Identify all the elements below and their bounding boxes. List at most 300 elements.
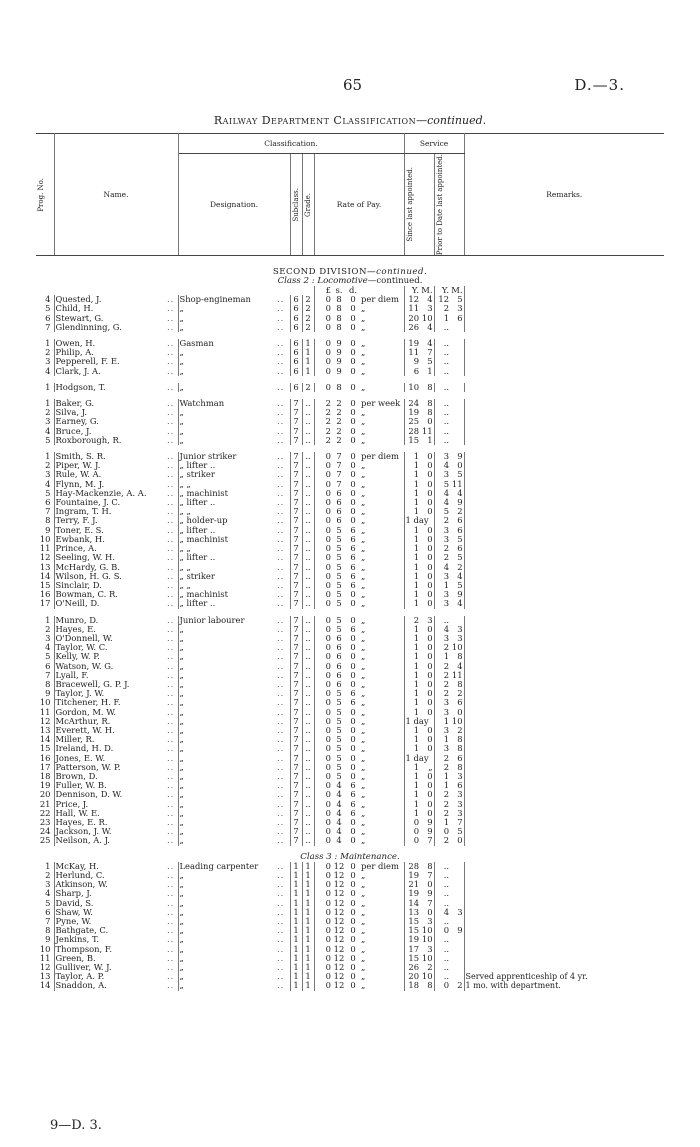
grade-cell: .. [302, 563, 314, 572]
rate-pence-cell: 0 [350, 365, 356, 376]
prior-years-cell: 3 [443, 451, 450, 462]
remarks-cell [464, 917, 664, 926]
since-years-cell: 1 [413, 469, 420, 480]
since-months-cell: 0 [420, 735, 434, 744]
rate-shillings-cell: 2 [336, 398, 342, 409]
rate-period-cell: „ [360, 735, 404, 744]
rate-period-cell: „ [360, 304, 404, 313]
name-leader-dots: .. [166, 790, 178, 799]
grade-cell: .. [302, 763, 314, 772]
prior-years-cell: .. [443, 943, 450, 954]
since-years-cell: 17 [408, 943, 420, 954]
prior-months-cell: 2 [450, 563, 464, 572]
name-leader-dots: .. [166, 599, 178, 608]
rate-pence-cell: 0 [350, 816, 356, 827]
designation-cell: Gasman [179, 338, 214, 349]
prog-no-cell: 3 [36, 634, 54, 643]
name-leader-dots: .. [166, 304, 178, 313]
grade-cell: 1 [302, 889, 314, 898]
rate-shillings-cell: 5 [336, 552, 342, 563]
grade-cell: 1 [302, 339, 314, 348]
remarks-cell [464, 417, 664, 426]
prog-no-cell: 4 [36, 889, 54, 898]
name-leader-dots: .. [166, 899, 178, 908]
rate-pounds-cell: 0 [325, 916, 331, 927]
rate-period-cell: „ [360, 480, 404, 489]
grade-cell: .. [302, 427, 314, 436]
rate-pence-cell: 0 [350, 826, 356, 837]
prior-years-cell: .. [443, 916, 450, 927]
since-months-cell: 0 [420, 880, 434, 889]
rate-pence-cell: 0 [350, 743, 356, 754]
prior-months-cell: 6 [450, 314, 464, 323]
prior-years-cell: .. [443, 365, 450, 376]
rate-pence-cell: 6 [350, 570, 356, 581]
designation-leader-dots: .. [276, 790, 290, 799]
rate-pence-cell: 0 [350, 425, 356, 436]
prog-no-cell: 17 [36, 763, 54, 772]
prior-months-cell: 3 [450, 800, 464, 809]
designation-leader-dots: .. [276, 314, 290, 323]
prog-no-cell: 10 [36, 945, 54, 954]
subclass-cell: 7 [290, 800, 302, 809]
since-years-cell: 1 [413, 807, 420, 818]
table-row [36, 383, 664, 392]
name-cell: McKay, H. [55, 860, 99, 871]
designation-leader-dots: .. [276, 671, 290, 680]
table-row [36, 436, 664, 445]
prior-months-cell: 2 [450, 981, 464, 990]
grade-cell: 1 [302, 954, 314, 963]
remarks-cell [464, 436, 664, 445]
designation-leader-dots: .. [276, 945, 290, 954]
remarks-cell [464, 935, 664, 944]
designation-cell: „ machinist [179, 487, 228, 498]
rate-pence-cell: 6 [350, 524, 356, 535]
designation-leader-dots: .. [276, 809, 290, 818]
since-months-cell: 0 [420, 581, 434, 590]
name-leader-dots: .. [166, 383, 178, 392]
prog-no-cell: 17 [36, 599, 54, 608]
rate-period-cell: „ [360, 643, 404, 652]
rate-pounds-cell: 0 [325, 816, 331, 827]
title-main: Railway Department Classification [213, 114, 417, 127]
prog-no-cell: 8 [36, 516, 54, 525]
rate-pounds-cell: 0 [325, 860, 331, 871]
grade-cell: .. [302, 652, 314, 661]
subclass-cell: 7 [290, 717, 302, 726]
prior-years-cell: 1 [443, 651, 450, 662]
prior-years-cell: 2 [443, 642, 450, 653]
name-leader-dots: .. [166, 708, 178, 717]
subclass-cell: 1 [290, 945, 302, 954]
prior-years-cell: .. [443, 398, 450, 409]
rate-pence-cell: 6 [350, 780, 356, 791]
rate-pence-cell: 0 [350, 962, 356, 973]
designation-leader-dots: .. [276, 781, 290, 790]
designation-cell: „ [179, 925, 184, 936]
prior-years-cell: 2 [443, 688, 450, 699]
name-leader-dots: .. [166, 357, 178, 366]
subclass-cell: 7 [290, 436, 302, 445]
prog-no-cell: 7 [36, 507, 54, 516]
rate-pence-cell: 0 [350, 934, 356, 945]
name-leader-dots: .. [166, 689, 178, 698]
prior-months-cell: 9 [450, 926, 464, 935]
prior-years-cell: 3 [443, 570, 450, 581]
name-leader-dots: .. [166, 717, 178, 726]
grade-cell: 1 [302, 926, 314, 935]
prior-years-cell: 2 [443, 669, 450, 680]
prog-no-cell: 4 [36, 367, 54, 376]
since-years-cell: 1 [413, 543, 420, 554]
rate-pounds-cell: 0 [325, 669, 331, 680]
rate-shillings-cell: 8 [336, 321, 342, 332]
rate-pounds-cell: 0 [325, 734, 331, 745]
subclass-cell: 7 [290, 744, 302, 753]
name-leader-dots: .. [166, 498, 178, 507]
prior-years-cell: 2 [443, 543, 450, 554]
prior-years-cell: 3 [443, 469, 450, 480]
subclass-cell: 7 [290, 698, 302, 707]
name-cell: Terry, F. J. [55, 515, 98, 526]
name-leader-dots: .. [166, 452, 178, 461]
prior-years-cell: 3 [443, 589, 450, 600]
rate-shillings-cell: 4 [336, 835, 342, 846]
prior-years-cell: .. [443, 347, 450, 358]
since-months-cell: 0 [420, 680, 434, 689]
designation-leader-dots: .. [276, 436, 290, 445]
grade-cell: .. [302, 399, 314, 408]
grade-cell: 2 [302, 295, 314, 304]
rate-shillings-cell: 6 [336, 651, 342, 662]
rate-period-cell: „ [360, 357, 404, 366]
designation-cell: „ [179, 870, 184, 880]
rate-pence-cell: 0 [350, 897, 356, 908]
since-years-cell: 1 [413, 789, 420, 800]
rate-pence-cell: 0 [350, 303, 356, 314]
since-years-cell: 15 [408, 434, 420, 445]
designation-leader-dots: .. [276, 889, 290, 898]
since-months-cell: 0 [420, 452, 434, 461]
rate-shillings-cell: 4 [336, 826, 342, 837]
column-header-grade: Grade. [302, 154, 314, 256]
prog-no-cell: 7 [36, 323, 54, 332]
table-body [36, 256, 664, 991]
prog-no-cell: 9 [36, 689, 54, 698]
table-row [36, 981, 664, 990]
since-years-cell: 21 [408, 879, 420, 890]
name-leader-dots: .. [166, 926, 178, 935]
designation-cell: „ [179, 623, 184, 634]
remarks-cell [464, 323, 664, 332]
designation-leader-dots: .. [276, 972, 290, 981]
rate-pence-cell: 0 [350, 642, 356, 653]
rate-pence-cell: 0 [350, 338, 356, 349]
name-leader-dots: .. [166, 526, 178, 535]
subclass-cell: 6 [290, 367, 302, 376]
rate-pounds-cell: 0 [325, 660, 331, 671]
since-years-cell: 1 [413, 660, 420, 671]
subclass-cell: 7 [290, 535, 302, 544]
remarks-cell [464, 581, 664, 590]
name-leader-dots: .. [166, 339, 178, 348]
name-cell: Jackson, J. W. [55, 826, 112, 837]
name-leader-dots: .. [166, 908, 178, 917]
prog-no-cell: 19 [36, 781, 54, 790]
rate-pence-cell: 6 [350, 579, 356, 590]
rate-pence-cell: 6 [350, 688, 356, 699]
rate-pounds-cell: 0 [325, 614, 331, 625]
since-months-cell: 0 [420, 480, 434, 489]
since-years-cell: 19 [408, 870, 420, 880]
prior-years-cell: 2 [443, 807, 450, 818]
subclass-cell: 1 [290, 917, 302, 926]
name-leader-dots: .. [166, 553, 178, 562]
prog-no-cell: 12 [36, 963, 54, 972]
grade-cell: .. [302, 671, 314, 680]
prior-years-cell: 2 [443, 515, 450, 526]
name-cell: Hayes, E. [55, 623, 96, 634]
grade-cell: 1 [302, 357, 314, 366]
rate-shillings-cell: 9 [336, 338, 342, 349]
rate-shillings-cell: 12 [333, 952, 345, 963]
rate-pounds-cell: 0 [325, 897, 331, 908]
prior-months-cell: 3 [450, 625, 464, 634]
remarks-cell [464, 945, 664, 954]
prog-no-cell: 14 [36, 981, 54, 990]
grade-cell: .. [302, 726, 314, 735]
prog-no-cell: 4 [36, 427, 54, 436]
subclass-cell: 7 [290, 652, 302, 661]
remarks-cell [464, 818, 664, 827]
grade-cell: .. [302, 544, 314, 553]
subclass-cell: 7 [290, 489, 302, 498]
name-leader-dots: .. [166, 634, 178, 643]
name-leader-dots: .. [166, 763, 178, 772]
remarks-cell [464, 572, 664, 581]
designation-cell: „ [179, 303, 184, 314]
subclass-cell: 7 [290, 399, 302, 408]
rate-pounds-cell: 0 [325, 943, 331, 954]
prior-years-cell: .. [443, 416, 450, 427]
since-months-cell: „ [420, 763, 434, 772]
subclass-cell: 7 [290, 708, 302, 717]
remarks-cell [464, 880, 664, 889]
prior-months-cell: 11 [451, 478, 463, 489]
prog-no-cell: 4 [36, 480, 54, 489]
grade-cell: 1 [302, 348, 314, 357]
remarks-cell [464, 553, 664, 562]
designation-leader-dots: .. [276, 348, 290, 357]
subclass-cell: 7 [290, 634, 302, 643]
subclass-cell: 7 [290, 625, 302, 634]
rate-pounds-cell: 0 [325, 798, 331, 809]
designation-leader-dots: .. [276, 470, 290, 479]
since-years-cell: 11 [408, 347, 420, 358]
subclass-cell: 1 [290, 871, 302, 880]
prior-years-cell: 3 [443, 743, 450, 754]
rate-period-cell: per diem [360, 862, 404, 871]
prior-years-cell: .. [443, 407, 450, 418]
name-cell: Child, H. [55, 303, 94, 314]
prior-months-cell [450, 889, 464, 898]
remarks-cell [464, 634, 664, 643]
subclass-cell: 7 [290, 408, 302, 417]
remarks-cell [464, 652, 664, 661]
name-cell: Clark, J. A. [55, 365, 101, 376]
designation-cell: „ [179, 943, 184, 954]
since-months-cell: 0 [420, 643, 434, 652]
subclass-cell: 7 [290, 689, 302, 698]
rate-pounds-cell: 0 [325, 312, 331, 323]
rate-pence-cell: 0 [350, 407, 356, 418]
since-years-cell: 1 [413, 487, 420, 498]
rate-period-cell: „ [360, 323, 404, 332]
designation-cell: „ [179, 770, 184, 781]
prior-months-cell [450, 383, 464, 392]
prior-years-cell: .. [443, 879, 450, 890]
since-months-cell: 9 [420, 889, 434, 898]
prog-no-cell: 2 [36, 348, 54, 357]
designation-leader-dots: .. [276, 698, 290, 707]
prior-years-cell: 3 [443, 598, 450, 609]
prior-years-cell: 2 [443, 678, 450, 689]
prog-no-cell: 1 [36, 452, 54, 461]
prior-months-cell [450, 880, 464, 889]
designation-cell: „ [179, 879, 184, 890]
rate-pence-cell: 0 [350, 614, 356, 625]
rate-shillings-cell: 6 [336, 660, 342, 671]
rate-period-cell: „ [360, 526, 404, 535]
prior-months-cell [450, 871, 464, 880]
prior-years-cell: 3 [443, 533, 450, 544]
subclass-cell: 7 [290, 417, 302, 426]
rate-shillings-cell: 12 [333, 971, 345, 982]
name-cell: Snaddon, A. [55, 980, 107, 991]
grade-cell: .. [302, 698, 314, 707]
rate-pounds-cell: 2 [325, 416, 331, 427]
rate-shillings-cell: 4 [336, 807, 342, 818]
designation-cell: „ [179, 632, 184, 643]
rate-shillings-cell: 5 [336, 724, 342, 735]
since-years-cell: 1 [413, 688, 420, 699]
division-title: SECOND DIVISION—continued. [272, 266, 428, 277]
name-leader-dots: .. [166, 680, 178, 689]
rate-pounds-cell: 0 [325, 552, 331, 563]
prior-years-cell: 3 [443, 724, 450, 735]
rate-period-cell: „ [360, 871, 404, 880]
prog-no-cell: 24 [36, 827, 54, 836]
rate-pence-cell: 6 [350, 561, 356, 572]
rate-pence-cell: 0 [350, 416, 356, 427]
name-leader-dots: .. [166, 671, 178, 680]
prior-months-cell [450, 399, 464, 408]
prior-months-cell: 5 [450, 581, 464, 590]
designation-leader-dots: .. [276, 754, 290, 763]
remarks-cell [464, 954, 664, 963]
designation-cell: „ [179, 807, 184, 818]
name-cell: Piper, W. J. [55, 460, 101, 471]
since-years-cell: 1 [413, 780, 420, 791]
rate-period-cell: „ [360, 489, 404, 498]
name-leader-dots: .. [166, 408, 178, 417]
name-cell: Dennison, D. W. [55, 789, 123, 800]
remarks-cell [464, 862, 664, 871]
since-years-cell: 1 [413, 770, 420, 781]
name-leader-dots: .. [166, 972, 178, 981]
rate-shillings-cell: 6 [336, 497, 342, 508]
prior-months-cell: 2 [450, 507, 464, 516]
name-cell: Prince, A. [55, 543, 97, 554]
prior-years-cell: 0 [443, 980, 450, 991]
rate-shillings-cell: 4 [336, 789, 342, 800]
name-leader-dots: .. [166, 836, 178, 845]
prior-years-cell: 4 [443, 487, 450, 498]
subclass-cell: 7 [290, 781, 302, 790]
designation-leader-dots: .. [276, 908, 290, 917]
prog-no-cell: 7 [36, 671, 54, 680]
prior-years-cell: 4 [443, 906, 450, 917]
prior-months-cell [450, 357, 464, 366]
name-cell: Thompson, F. [55, 943, 113, 954]
rate-pounds-cell: 0 [325, 356, 331, 367]
grade-cell: 1 [302, 981, 314, 990]
designation-leader-dots: .. [276, 763, 290, 772]
document-reference: D.—3. [574, 76, 625, 94]
subclass-cell: 6 [290, 357, 302, 366]
rate-pounds-cell: 0 [325, 497, 331, 508]
name-cell: Sharp, J. [55, 888, 92, 899]
designation-cell: „ „ [179, 543, 191, 554]
grade-cell: .. [302, 516, 314, 525]
grade-cell: 2 [302, 383, 314, 392]
rate-pounds-cell: 0 [325, 752, 331, 763]
rate-period-cell: „ [360, 781, 404, 790]
name-cell: Hodgson, T. [55, 381, 106, 392]
rate-pence-cell: 0 [350, 478, 356, 489]
designation-leader-dots: .. [276, 981, 290, 990]
grade-cell: .. [302, 818, 314, 827]
rate-pence-cell: 0 [350, 678, 356, 689]
rate-pence-cell: 0 [350, 906, 356, 917]
rate-pounds-cell: 2 [325, 398, 331, 409]
rate-pounds-cell: 0 [325, 478, 331, 489]
rate-pence-cell: 0 [350, 952, 356, 963]
rate-shillings-cell: 4 [336, 780, 342, 791]
grade-cell: 1 [302, 908, 314, 917]
designation-cell: „ striker [179, 469, 215, 480]
column-header-rate: Rate of Pay. [314, 154, 404, 256]
rate-pounds-cell: 0 [325, 906, 331, 917]
prior-months-cell: 0 [450, 708, 464, 717]
since-years-cell: 18 [408, 980, 420, 991]
name-leader-dots: .. [166, 871, 178, 880]
rate-shillings-cell: 12 [333, 879, 345, 890]
grade-cell: .. [302, 616, 314, 625]
rate-period-cell: „ [360, 945, 404, 954]
prog-no-cell: 6 [36, 908, 54, 917]
prior-months-cell: 5 [450, 827, 464, 836]
designation-cell: „ [179, 697, 184, 708]
rate-period-cell: „ [360, 662, 404, 671]
since-months-cell: 0 [420, 634, 434, 643]
rate-pounds-cell: 0 [325, 303, 331, 314]
rate-shillings-cell: 5 [336, 688, 342, 699]
rate-period-cell: „ [360, 348, 404, 357]
rate-shillings-cell: 5 [336, 614, 342, 625]
rate-period-cell: „ [360, 717, 404, 726]
